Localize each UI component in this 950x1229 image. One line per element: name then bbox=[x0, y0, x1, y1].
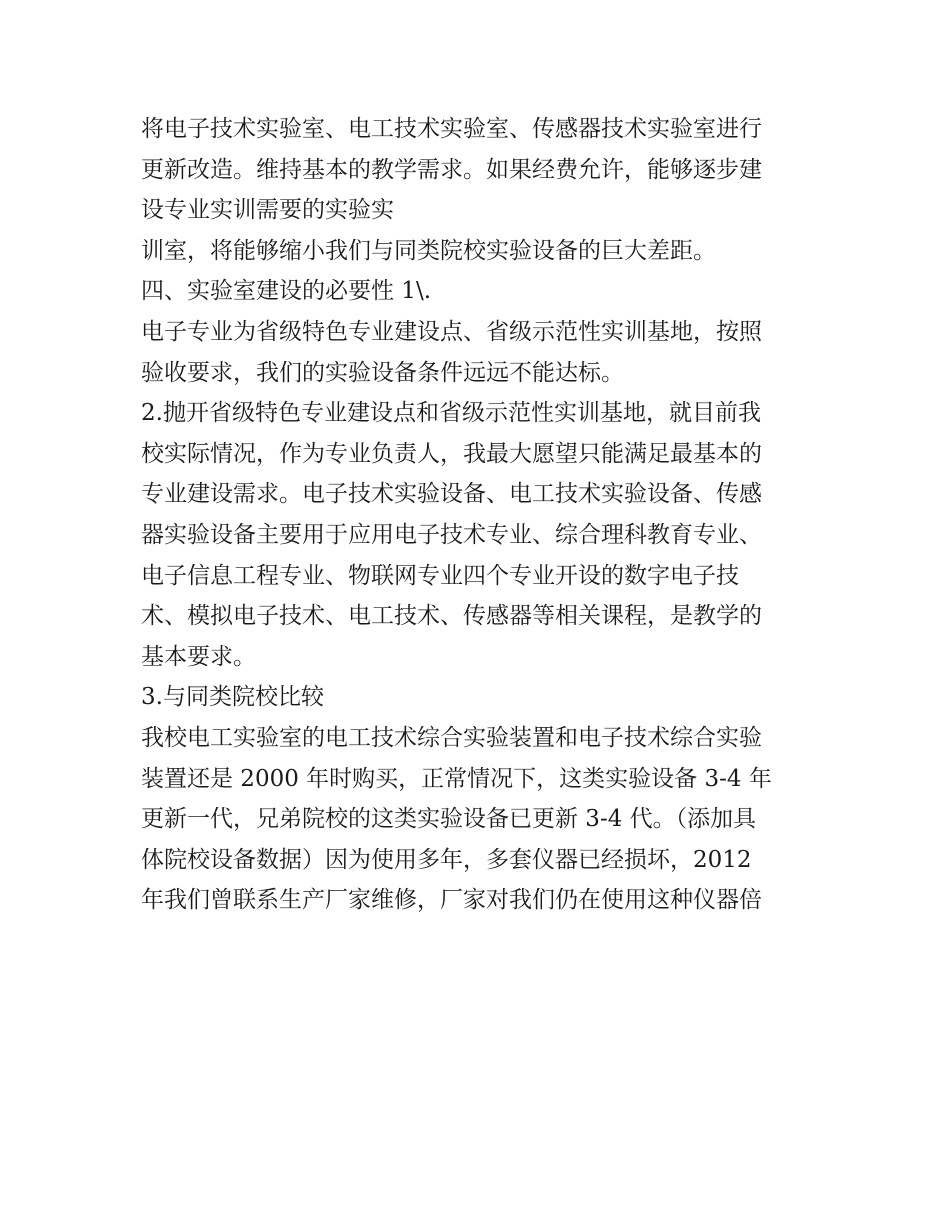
text-line: 我校电工实验室的电工技术综合实验装置和电子技术综合实验 bbox=[141, 724, 762, 751]
text-line: 2.抛开省级特色专业建设点和省级示范性实训基地，就目前我 bbox=[141, 400, 761, 427]
text-line: 基本要求。 bbox=[141, 643, 256, 670]
text-line: 更新改造。维持基本的教学需求。如果经费允许，能够逐步建 bbox=[141, 156, 762, 183]
text-line: 更新一代，兄弟院校的这类实验设备已更新 3-4 代。（添加具 bbox=[141, 806, 757, 833]
text-line: 设专业实训需要的实验实 bbox=[141, 197, 394, 224]
text-line: 装置还是 2000 年时购买，正常情况下，这类实验设备 3-4 年 bbox=[141, 765, 772, 792]
text-line: 电子信息工程专业、物联网专业四个专业开设的数字电子技 bbox=[141, 562, 739, 589]
text-line: 电子专业为省级特色专业建设点、省级示范性实训基地，按照 bbox=[141, 318, 762, 345]
text-line: 校实际情况，作为专业负责人，我最大愿望只能满足最基本的 bbox=[141, 440, 762, 467]
text-line: 训室，将能够缩小我们与同类院校实验设备的巨大差距。 bbox=[141, 237, 716, 264]
text-line: 验收要求，我们的实验设备条件远远不能达标。 bbox=[141, 359, 624, 386]
section-heading: 四、实验室建设的必要性 1\. bbox=[141, 278, 432, 305]
text-line: 专业建设需求。电子技术实验设备、电工技术实验设备、传感 bbox=[141, 481, 762, 508]
text-line: 体院校设备数据）因为使用多年，多套仪器已经损坏，2012 bbox=[141, 846, 752, 873]
text-line: 将电子技术实验室、电工技术实验室、传感器技术实验室进行 bbox=[141, 116, 762, 142]
text-line: 术、模拟电子技术、电工技术、传感器等相关课程，是教学的 bbox=[141, 603, 762, 630]
document-body bbox=[141, 109, 821, 921]
text-line: 年我们曾联系生产厂家维修，厂家对我们仍在使用这种仪器倍 bbox=[141, 887, 762, 914]
text-line: 器实验设备主要用于应用电子技术专业、综合理科教育专业、 bbox=[141, 521, 762, 548]
subsection-heading: 3.与同类院校比较 bbox=[141, 684, 324, 711]
